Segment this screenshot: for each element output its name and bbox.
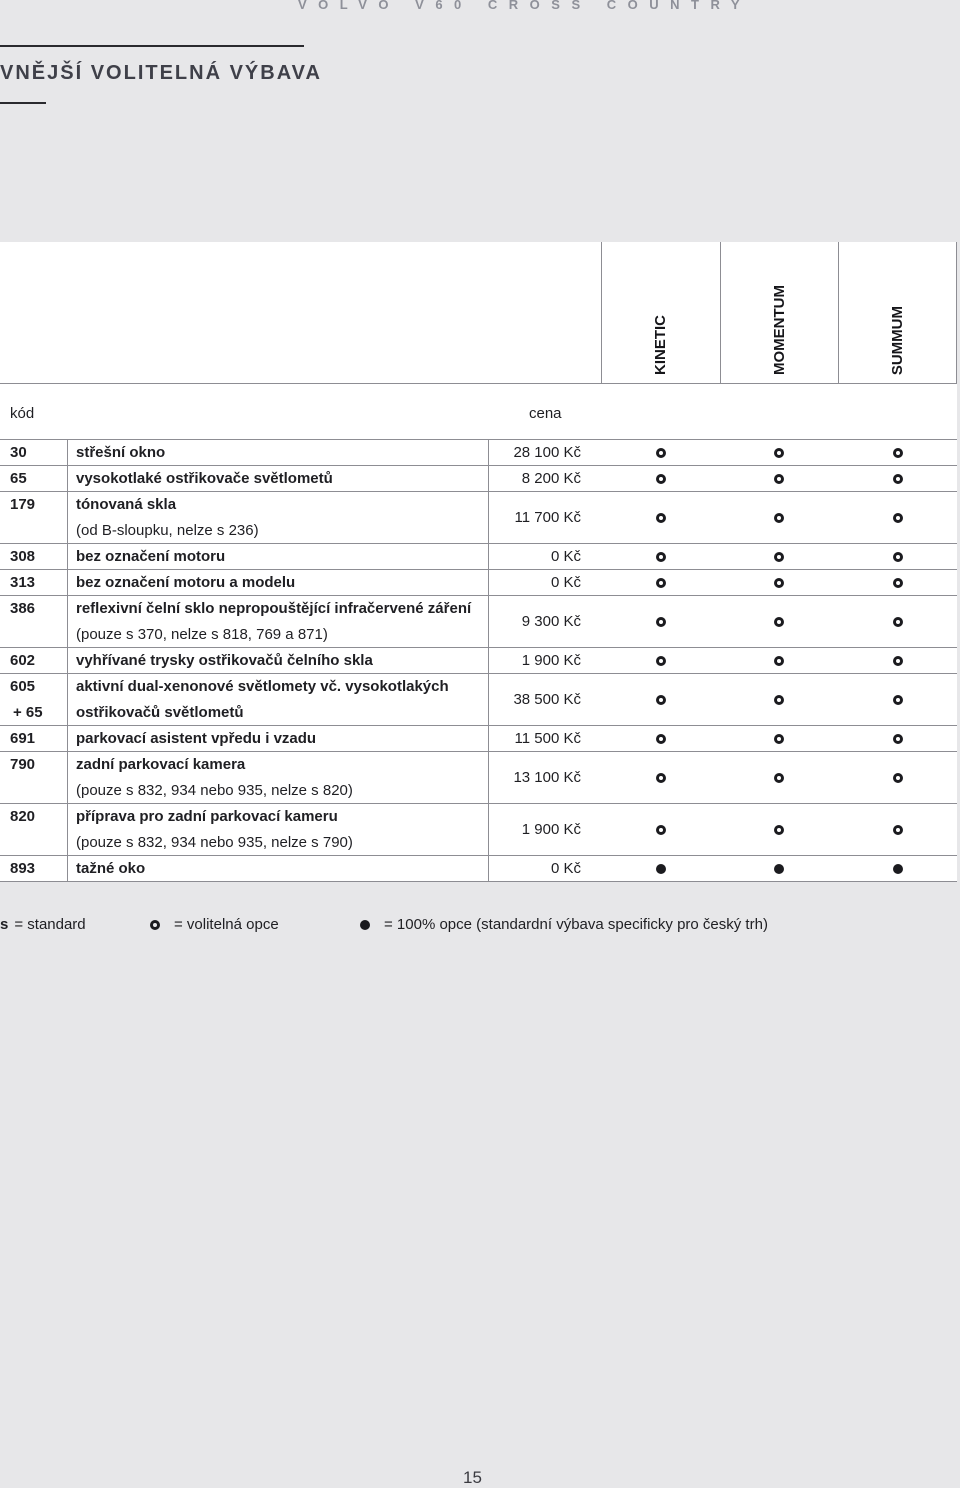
page-title: VNĚJŠÍ VOLITELNÁ VÝBAVA: [0, 62, 322, 84]
option-code-cell: [0, 752, 68, 803]
option-code: 179: [10, 496, 36, 513]
option-code-cell: [0, 544, 68, 569]
option-ring-icon: [774, 695, 784, 705]
option-ring-icon: [656, 474, 666, 484]
availability-cell-summum: [838, 466, 957, 491]
option-ring-icon: [150, 920, 160, 930]
option-code-cell: [0, 492, 68, 543]
trim-kinetic: KINETIC: [652, 315, 669, 375]
availability-cell-summum: [838, 856, 957, 881]
option-ring-icon: [893, 448, 903, 458]
option-ring-icon: [893, 474, 903, 484]
option-price: 1 900 Kč: [521, 652, 581, 669]
table-row: [0, 726, 957, 752]
option-code-cell: [0, 804, 68, 855]
option-code-cell: [0, 856, 68, 881]
option-code: 386: [10, 600, 36, 617]
option-note: (pouze s 370, nelze s 818, 769 a 871): [76, 626, 328, 643]
option-price: 11 700 Kč: [514, 509, 581, 526]
option-description-cell: [68, 648, 489, 673]
option-code: 308: [10, 548, 36, 565]
option-ring-icon: [656, 578, 666, 588]
table-row: [0, 648, 957, 674]
availability-cell-momentum: [720, 466, 838, 491]
legend-market: [360, 916, 768, 933]
trim-momentum: MOMENTUM: [771, 285, 788, 375]
option-code-cell: [0, 596, 68, 647]
availability-cell-momentum: [720, 440, 838, 465]
availability-cell-summum: [838, 440, 957, 465]
option-code-cell: [0, 674, 68, 725]
option-description-cell: [68, 674, 489, 725]
legend-option: [150, 916, 279, 933]
option-name: bez označení motoru a modelu: [76, 574, 296, 591]
option-price: 13 100 Kč: [513, 769, 581, 786]
option-ring-icon: [893, 695, 903, 705]
option-code: 602: [10, 652, 36, 669]
option-price: 11 500 Kč: [514, 730, 581, 747]
option-code: 605: [10, 678, 36, 695]
trim-header: [0, 242, 957, 384]
option-name: vyhřívané trysky ostřikovačů čelního skla: [76, 652, 373, 669]
table-row: [0, 856, 957, 882]
table-row: [0, 596, 957, 648]
availability-cell-kinetic: [601, 492, 720, 543]
option-ring-icon: [774, 513, 784, 523]
option-ring-icon: [656, 695, 666, 705]
table-row: [0, 440, 957, 466]
option-ring-icon: [656, 513, 666, 523]
option-price: 38 500 Kč: [513, 691, 581, 708]
availability-cell-summum: [838, 544, 957, 569]
option-ring-icon: [656, 656, 666, 666]
availability-cell-summum: [838, 804, 957, 855]
availability-cell-momentum: [720, 804, 838, 855]
availability-cell-momentum: [720, 726, 838, 751]
option-price: 28 100 Kč: [513, 444, 581, 461]
availability-cell-momentum: [720, 674, 838, 725]
availability-cell-kinetic: [601, 596, 720, 647]
option-description-cell: [68, 570, 489, 595]
table-row: [0, 544, 957, 570]
option-ring-icon: [656, 552, 666, 562]
availability-cell-kinetic: [601, 544, 720, 569]
option-ring-icon: [656, 617, 666, 627]
option-ring-icon: [656, 734, 666, 744]
option-ring-icon: [774, 773, 784, 783]
option-ring-icon: [893, 552, 903, 562]
option-code-secondary: + 65: [13, 704, 43, 721]
option-ring-icon: [774, 474, 784, 484]
option-price: 0 Kč: [550, 860, 581, 877]
option-code-cell: [0, 570, 68, 595]
availability-cell-kinetic: [601, 440, 720, 465]
option-name: střešní okno: [76, 444, 166, 461]
brand-header: VOLVO V60 CROSS COUNTRY: [298, 0, 752, 12]
option-name: parkovací asistent vpředu i vzadu: [76, 730, 317, 747]
option-ring-icon: [893, 656, 903, 666]
option-ring-icon: [656, 448, 666, 458]
availability-cell-summum: [838, 570, 957, 595]
table-body: [0, 440, 957, 882]
option-ring-icon: [774, 617, 784, 627]
option-price: 8 200 Kč: [521, 470, 581, 487]
option-ring-icon: [893, 513, 903, 523]
option-name: bez označení motoru: [76, 548, 226, 565]
legend-standard-text: = standard: [14, 916, 86, 933]
option-price: 1 900 Kč: [521, 821, 581, 838]
option-name-continued: ostřikovačů světlometů: [76, 704, 244, 721]
column-divider: [601, 242, 602, 383]
option-ring-icon: [656, 773, 666, 783]
availability-cell-kinetic: [601, 466, 720, 491]
option-code-cell: [0, 466, 68, 491]
option-note: (od B-sloupku, nelze s 236): [76, 522, 259, 539]
option-ring-icon: [893, 578, 903, 588]
column-header-code: kód: [10, 405, 35, 422]
option-description-cell: [68, 492, 489, 543]
option-code: 893: [10, 860, 36, 877]
column-divider: [956, 242, 957, 383]
availability-cell-kinetic: [601, 856, 720, 881]
availability-cell-momentum: [720, 596, 838, 647]
availability-cell-summum: [838, 726, 957, 751]
option-price: 0 Kč: [550, 574, 581, 591]
availability-cell-momentum: [720, 544, 838, 569]
option-description-cell: [68, 544, 489, 569]
market-dot-icon: [656, 864, 666, 874]
option-code: 313: [10, 574, 36, 591]
availability-cell-momentum: [720, 752, 838, 803]
option-name: vysokotlaké ostřikovače světlometů: [76, 470, 333, 487]
availability-cell-kinetic: [601, 726, 720, 751]
top-rule: [0, 45, 304, 47]
option-description-cell: [68, 440, 489, 465]
availability-cell-summum: [838, 674, 957, 725]
option-ring-icon: [893, 825, 903, 835]
option-description-cell: [68, 726, 489, 751]
option-ring-icon: [774, 448, 784, 458]
option-name: tažné oko: [76, 860, 146, 877]
table-row: [0, 492, 957, 544]
option-ring-icon: [774, 734, 784, 744]
availability-cell-kinetic: [601, 570, 720, 595]
availability-cell-summum: [838, 648, 957, 673]
availability-cell-summum: [838, 492, 957, 543]
column-header-row: [0, 384, 957, 440]
availability-cell-summum: [838, 596, 957, 647]
table-row: [0, 804, 957, 856]
option-ring-icon: [774, 552, 784, 562]
table-row: [0, 752, 957, 804]
option-description-cell: [68, 752, 489, 803]
option-code: 30: [10, 444, 27, 461]
option-price: 0 Kč: [550, 548, 581, 565]
option-code-cell: [0, 440, 68, 465]
option-name: reflexivní čelní sklo nepropouštějící infračervené záření: [76, 600, 472, 617]
option-name: zadní parkovací kamera: [76, 756, 246, 773]
option-ring-icon: [893, 773, 903, 783]
legend-standard: [0, 916, 86, 933]
option-note: (pouze s 832, 934 nebo 935, nelze s 790): [76, 834, 353, 851]
market-dot-icon: [893, 864, 903, 874]
option-code-cell: [0, 648, 68, 673]
option-note: (pouze s 832, 934 nebo 935, nelze s 820): [76, 782, 353, 799]
availability-cell-momentum: [720, 648, 838, 673]
option-description-cell: [68, 856, 489, 881]
option-name: aktivní dual-xenonové světlomety vč. vysokotlakých: [76, 678, 449, 695]
option-name: příprava pro zadní parkovací kameru: [76, 808, 338, 825]
option-code: 691: [10, 730, 36, 747]
option-name: tónovaná skla: [76, 496, 177, 513]
option-ring-icon: [774, 825, 784, 835]
title-underline: [0, 102, 46, 104]
option-description-cell: [68, 596, 489, 647]
market-dot-icon: [360, 920, 370, 930]
option-description-cell: [68, 466, 489, 491]
availability-cell-kinetic: [601, 752, 720, 803]
option-ring-icon: [774, 656, 784, 666]
column-divider: [838, 242, 839, 383]
table-row: [0, 570, 957, 596]
option-ring-icon: [656, 825, 666, 835]
options-table: [0, 242, 957, 882]
column-header-price: cena: [529, 405, 562, 422]
option-price: 9 300 Kč: [521, 613, 581, 630]
availability-cell-kinetic: [601, 648, 720, 673]
option-ring-icon: [893, 734, 903, 744]
availability-cell-momentum: [720, 856, 838, 881]
availability-cell-kinetic: [601, 674, 720, 725]
availability-cell-momentum: [720, 570, 838, 595]
option-code: 65: [10, 470, 27, 487]
legend-market-text: = 100% opce (standardní výbava specificky pro český trh): [384, 916, 768, 933]
page-number: 15: [463, 1468, 482, 1487]
option-ring-icon: [774, 578, 784, 588]
standard-symbol: s: [0, 916, 9, 933]
option-code-cell: [0, 726, 68, 751]
availability-cell-kinetic: [601, 804, 720, 855]
table-row: [0, 674, 957, 726]
column-divider: [720, 242, 721, 383]
market-dot-icon: [774, 864, 784, 874]
table-row: [0, 466, 957, 492]
legend-option-text: = volitelná opce: [174, 916, 279, 933]
option-description-cell: [68, 804, 489, 855]
option-ring-icon: [893, 617, 903, 627]
option-code: 820: [10, 808, 36, 825]
availability-cell-momentum: [720, 492, 838, 543]
option-code: 790: [10, 756, 36, 773]
trim-summum: SUMMUM: [889, 305, 906, 375]
availability-cell-summum: [838, 752, 957, 803]
